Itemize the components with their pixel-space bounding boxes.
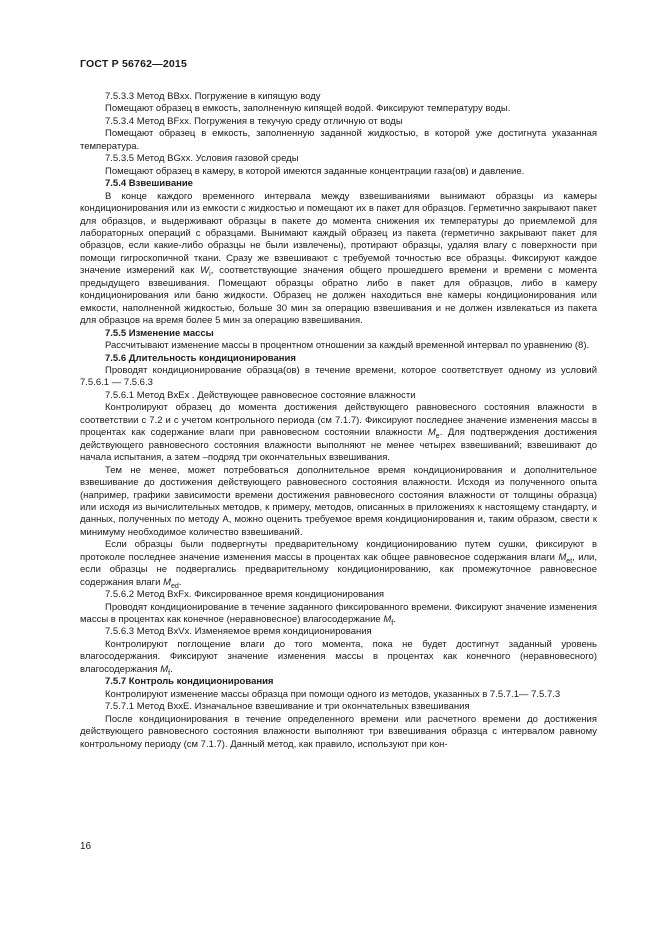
section-heading: 7.5.7 Контроль кондиционирования — [105, 676, 274, 688]
paragraph: Помещают образец в камеру, в которой имеются заданные концентрации газа(ов) и давление. — [105, 165, 525, 177]
section-heading: 7.5.4 Взвешивание — [105, 178, 193, 190]
paragraph: 7.5.3.5 Метод BGxx. Условия газовой среды — [105, 153, 299, 165]
paragraph: Контролируют поглощение влаги до того момента, пока не будет достигнут заданный уровень влагосодержания. Фиксируют значение изменения массы в процентах как конечного (неравновесного) влагосодержания $M_f$. — [80, 638, 597, 677]
paragraph: Контролируют образец до момента достижения действующего равновесного состояния влажности в соответствии с 7.2 и с учетом контрольного периода (см 7.1.7). Фиксируют последнее значение изменения массы в процентах как содержание влаги при равновесном состоянии влажности $M_e$. Для подтверждения достижения действующего равновесного состояния влажности выполняют не менее четырех взвешиваний; взвешивают до начала испытания, а затем –подряд три окончательных взвешивания. — [80, 402, 598, 464]
standard-header: ГОСТ Р 56762—2015 — [80, 58, 188, 70]
paragraph: 7.5.7.1 Метод BxxE. Изначальное взвешивание и три окончательных взвешивания — [105, 701, 470, 713]
paragraph: Проводят кондиционирование образца(ов) в течение времени, которое соответствует одному из условий 7.5.6.1 — 7.5.6.3 — [80, 364, 597, 389]
section-heading: 7.5.6 Длительность кондиционирования — [105, 352, 296, 364]
section-heading: 7.5.5 Изменение массы — [105, 327, 214, 339]
paragraph: Помещают образец в емкость, заполненную кипящей водой. Фиксируют температуру воды. — [105, 103, 511, 115]
document-body — [80, 91, 597, 751]
paragraph: В конце каждого временного интервала между взвешиваниями вынимают образцы из камеры кондиционирования или из емкости с жидкостью и помещают их в пакет для образцов. Герметично закрывают пакет для образцов, и выдерживают образцы в пакете до момента снижения их температуры до приемлемой для лабораторных операций с образцами. Вынимают каждый образец из пакета (герметично закрывают пакет для образцов, если какие-либо образцы не были извлечены), протирают образцы, удаляя влагу с поверхности при помощи гигроскопичной ткани. Сразу же взвешивают с требуемой точностью все образцы. Фиксируют каждое значение измерений как $W_i$, соответствующие значения общего прошедшего времени и времени с момента предыдущего взвешивания. Помещают образцы обратно либо в пакет для образцов, либо в камеру кондиционирования или баню жидкости. Образец не должен находиться вне камеры кондиционирования или емкости, наполненной жидкостью, больше 30 мин за операцию взвешивания и не должен извлекаться из пакета для образцов на время более 5 мин за операцию взвешивания. — [80, 190, 598, 327]
page-number: 16 — [80, 841, 92, 852]
paragraph: Помещают образец в емкость, заполненную заданной жидкостью, в которой уже достигнута указанная температура. — [80, 128, 597, 152]
paragraph: 7.5.6.3 Метод BxVx. Изменяемое время кондиционирования — [105, 626, 372, 638]
paragraph: Контролируют изменение массы образца при помощи одного из методов, указанных в 7.5.7.1— 7.5.7.3 — [105, 688, 561, 700]
paragraph: 7.5.3.4 Метод BFxx. Погружения в текучую среду отличную от воды — [105, 115, 403, 127]
paragraph: 7.5.3.3 Метод BBxx. Погружение в кипящую воду — [105, 91, 321, 102]
paragraph: После кондиционирования в течение определенного времени или расчетного времени до достижения действующего равновесного состояния влажности выполняют три взвешивания образца с интервалом равному контрольному периоду (см 7.1.7). Данный метод, как правило, используют при кон- — [80, 713, 597, 750]
paragraph: 7.5.6.2 Метод BxFx. Фиксированное время кондиционирования — [105, 589, 385, 601]
paragraph: Тем не менее, может потребоваться дополнительное время кондиционирования и дополнительное взвешивание до достижения действующего равновесного состояния влажности. Исходя из полученного опыта (например, графики зависимости времени достижения равновесного состояния влажности от толщины образца) или исходя из вычислительных методов, к примеру, методов, описанных в приложениях к настоящему стандарту, и данных, полученных по методу А, можно оценить требуемое время кондиционирования и, таким образом, свести к минимуму необходимое количество взвешиваний. — [80, 464, 597, 538]
paragraph: 7.5.6.1 Метод BxEx . Действующее равновесное состояние влажности — [105, 389, 416, 401]
paragraph: Рассчитывают изменение массы в процентном отношении за каждый временной интервал по уравнению (8). — [105, 340, 590, 352]
paragraph: Если образцы были подвергнуты предварительному кондиционированию путем сушки, фиксируют в протоколе последнее значение изменения массы в процентах как общее равновесное содержания влаги $M_{et}$, или, если образцы не подвергались предварительному кондиционированию, как промежуточное равновесное содержания влаги $M_{ed}$. — [80, 539, 597, 590]
paragraph: Проводят кондиционирование в течение заданного фиксированного времени. Фиксируют значение изменения массы в процентах как конечное (неравновесное) влагосодержание $M_f$. — [80, 601, 597, 627]
